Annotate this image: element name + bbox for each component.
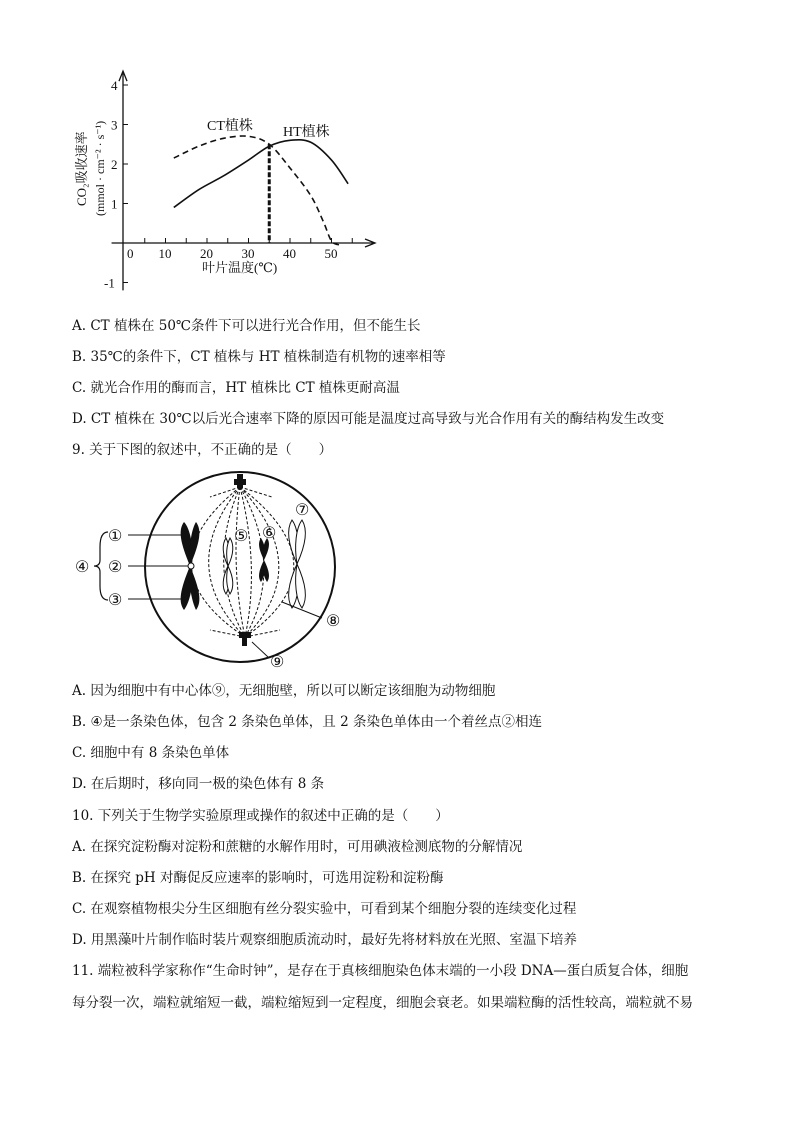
q8-option-a: A. CT 植株在 50℃条件下可以进行光合作用，但不能生长 — [72, 318, 421, 334]
brace-4 — [94, 532, 108, 600]
chromosome-small-black — [259, 538, 269, 582]
label-1: ① — [108, 528, 123, 545]
label-6: ⑥ — [262, 525, 277, 542]
series-line-ht — [174, 140, 348, 208]
chromosome-small-white — [223, 538, 233, 594]
q9-option-d: D. 在后期时，移向同一极的染色体有 8 条 — [72, 776, 325, 792]
centriole-top — [234, 474, 246, 488]
x-tick-label: 10 — [158, 246, 172, 261]
q11-line-2: 每分裂一次，端粒就缩短一截，端粒缩短到一定程度，细胞会衰老。如果端粒酶的活性较高，端粒就不易 — [72, 995, 693, 1011]
x-tick-label: 30 — [241, 246, 255, 261]
co2-temperature-chart — [0, 0, 794, 305]
chart-series — [174, 136, 348, 245]
q8-option-d: D. CT 植株在 30℃以后光合速率下降的原因可能是温度过高导致与光合作用有关的酶结构发生改变 — [72, 411, 665, 427]
y-axis-label: CO₂吸收速率 — [74, 131, 89, 206]
q8-option-c: C. 就光合作用的酶而言，HT 植株比 CT 植株更耐高温 — [72, 380, 400, 396]
label-4: ④ — [75, 559, 90, 576]
chart-ticks — [104, 78, 352, 291]
y-tick-label: 1 — [111, 196, 118, 212]
x-axis-label: 叶片温度(℃) — [202, 260, 278, 275]
label-9: ⑨ — [270, 654, 285, 671]
cell-mitosis-diagram — [0, 462, 794, 677]
q10-option-d: D. 用黑藻叶片制作临时装片观察细胞质流动时，最好先将材料放在光照、室温下培养 — [72, 932, 577, 948]
q9-stem: 9. 关于下图的叙述中，不正确的是（ ） — [72, 442, 333, 458]
y-tick-label: 3 — [111, 117, 118, 133]
series-label-ht: HT植株 — [283, 125, 330, 140]
q9-option-b: B. ④是一条染色体，包含 2 条染色单体，且 2 条染色单体由一个着丝点②相连 — [72, 714, 542, 730]
label-8: ⑧ — [326, 613, 341, 630]
series-label-ct: CT植株 — [207, 119, 253, 134]
label-7: ⑦ — [295, 502, 310, 519]
q11-line-1: 11. 端粒被科学家称作“生命时钟”，是存在于真核细胞染色体末端的一小段 DNA—蛋白质复合体，细胞 — [72, 963, 689, 979]
centriole-bottom — [239, 632, 251, 646]
q9-option-a: A. 因为细胞中有中心体⑨，无细胞壁，所以可以断定该细胞为动物细胞 — [72, 683, 496, 699]
x-tick-label: 40 — [283, 246, 296, 261]
q10-option-b: B. 在探究 pH 对酶促反应速率的影响时，可选用淀粉和淀粉酶 — [72, 870, 444, 886]
x-tick-label: 50 — [324, 246, 338, 261]
y-tick-label: -1 — [104, 275, 115, 291]
x-tick-label: 0 — [127, 246, 134, 261]
q10-option-a: A. 在探究淀粉酶对淀粉和蔗糖的水解作用时，可用碘液检测底物的分解情况 — [72, 839, 523, 855]
q10-stem: 10. 下列关于生物学实验原理或操作的叙述中正确的是（ ） — [72, 808, 449, 824]
chromosome-large-white — [289, 520, 306, 608]
q9-option-c: C. 细胞中有 8 条染色单体 — [72, 745, 230, 761]
y-tick-label: 2 — [111, 157, 118, 172]
spindle-fibers — [191, 487, 294, 637]
q8-option-b: B. 35℃的条件下，CT 植株与 HT 植株制造有机物的速率相等 — [72, 349, 446, 365]
label-3: ③ — [108, 592, 123, 609]
y-axis-unit: (mmol · cm⁻² · s⁻¹) — [93, 120, 107, 216]
x-tick-label: 20 — [200, 246, 213, 261]
label-5: ⑤ — [234, 528, 249, 545]
label-2: ② — [108, 559, 123, 576]
y-tick-label: 4 — [111, 78, 118, 93]
q10-option-c: C. 在观察植物根尖分生区细胞有丝分裂实验中，可看到某个细胞分裂的连续变化过程 — [72, 901, 577, 917]
